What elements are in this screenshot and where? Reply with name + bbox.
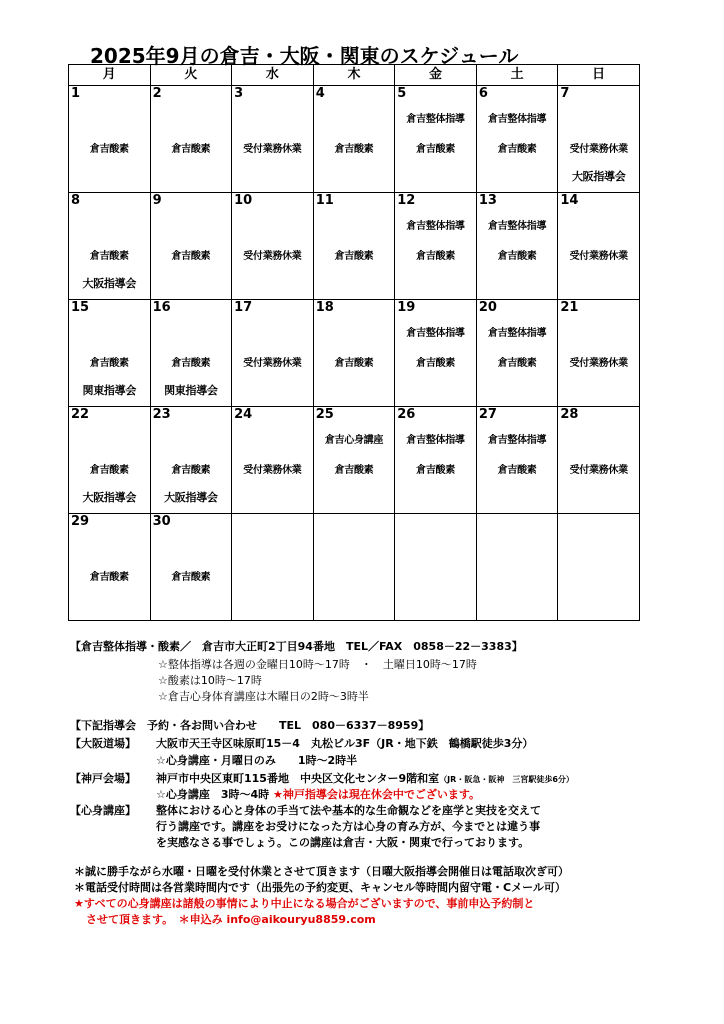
day-number: 3 <box>234 86 244 101</box>
event-line-2: 倉吉酸素 <box>89 572 129 583</box>
day-number: 30 <box>152 514 171 529</box>
event-line-2: 倉吉酸素 <box>416 144 455 155</box>
event-line-1: 倉吉整体指導 <box>487 435 547 446</box>
event-line-3: 大阪指導会 <box>82 277 137 290</box>
day-number: 5 <box>397 86 407 101</box>
calendar-day-cell <box>395 514 477 621</box>
event-line-2: 倉吉酸素 <box>171 572 211 583</box>
event-line-2: 倉吉酸素 <box>89 144 129 155</box>
event-line-2: 倉吉酸素 <box>416 251 455 262</box>
event-line-2: 受付業務休業 <box>243 144 302 155</box>
kobe-access: （JR・阪急・阪神 三宮駅徒歩6分） <box>439 775 574 784</box>
calendar-table <box>68 64 640 621</box>
calendar-day-cell <box>313 193 395 300</box>
event-line-2: 倉吉酸素 <box>334 465 374 476</box>
calendar-week-row <box>69 300 640 407</box>
event-line-3: 大阪指導会 <box>571 170 626 183</box>
day-number: 14 <box>560 193 579 208</box>
event-line-2: 倉吉酸素 <box>497 465 537 476</box>
day-number: 11 <box>315 193 334 208</box>
event-line-2: 倉吉酸素 <box>171 358 211 369</box>
note-1: ＊誠に勝手ながら水曜・日曜を受付休業とさせて頂きます（日曜大阪指導会開催日は電話取次ぎ可） <box>74 865 569 878</box>
calendar-day-cell <box>69 300 151 407</box>
day-number: 9 <box>152 193 162 208</box>
kurayoshi-note-3: ☆倉吉心身体育講座は木曜日の2時～3時半 <box>158 690 369 703</box>
calendar-day-cell <box>313 86 395 193</box>
calendar-day-cell <box>232 193 314 300</box>
day-number: 23 <box>152 407 171 422</box>
calendar-day-cell <box>558 407 640 514</box>
calendar-day-cell <box>69 514 151 621</box>
calendar-week-row <box>69 514 640 621</box>
calendar-day-cell <box>69 193 151 300</box>
event-line-2: 倉吉酸素 <box>416 358 455 369</box>
calendar-day-cell <box>476 514 558 621</box>
calendar-day-cell <box>558 514 640 621</box>
event-line-2: 倉吉酸素 <box>334 251 374 262</box>
event-line-2: 倉吉酸素 <box>89 251 129 262</box>
calendar-day-cell <box>395 300 477 407</box>
shinshin-line-2: 行う講座です。講座をお受けになった方は心身の育み方が、今までとは違う事 <box>156 820 541 833</box>
day-number: 4 <box>315 86 325 101</box>
event-line-3: 関東指導会 <box>164 384 218 397</box>
weekday-wed: 水 <box>232 65 314 86</box>
event-line-1: 倉吉心身講座 <box>324 435 384 446</box>
calendar-day-cell <box>150 514 232 621</box>
event-line-2: 受付業務休業 <box>243 358 302 369</box>
calendar-day-cell <box>150 86 232 193</box>
calendar-day-cell <box>395 193 477 300</box>
day-number: 22 <box>71 407 90 422</box>
calendar-day-cell <box>395 86 477 193</box>
event-line-1: 倉吉整体指導 <box>406 435 465 446</box>
event-line-2: 受付業務休業 <box>569 251 628 262</box>
event-line-2: 倉吉酸素 <box>334 358 374 369</box>
calendar-day-cell <box>476 86 558 193</box>
calendar-day-cell <box>232 514 314 621</box>
event-line-2: 倉吉酸素 <box>89 358 129 369</box>
day-number: 25 <box>315 407 334 422</box>
day-number: 18 <box>315 300 334 315</box>
weekday-header-row <box>69 65 640 86</box>
kobe-address <box>156 770 574 786</box>
event-line-2: 倉吉酸素 <box>497 251 537 262</box>
calendar-day-cell <box>69 86 151 193</box>
day-number: 1 <box>71 86 81 101</box>
event-line-3: 大阪指導会 <box>82 491 137 504</box>
event-line-2: 倉吉酸素 <box>497 358 537 369</box>
day-number: 6 <box>478 86 488 101</box>
calendar-day-cell <box>476 300 558 407</box>
event-line-1: 倉吉整体指導 <box>487 328 547 339</box>
note-3: ★すべての心身講座は諸般の事情により中止になる場合がございますので、事前申込予約制と <box>74 897 535 910</box>
event-line-2: 倉吉酸素 <box>89 465 129 476</box>
shinshin-label: 【心身講座】 <box>70 804 136 817</box>
day-number: 8 <box>71 193 81 208</box>
weekday-sat: 土 <box>476 65 558 86</box>
day-number: 10 <box>234 193 253 208</box>
event-line-2: 倉吉酸素 <box>334 144 374 155</box>
event-line-1: 倉吉整体指導 <box>406 221 465 232</box>
day-number: 7 <box>560 86 570 101</box>
kobe-closed-notice: ★神戸指導会は現在休会中でございます。 <box>273 788 480 801</box>
day-number: 17 <box>234 300 253 315</box>
kobe-note-line <box>156 786 480 802</box>
day-number: 16 <box>152 300 171 315</box>
calendar-day-cell <box>232 300 314 407</box>
event-line-2: 受付業務休業 <box>243 465 302 476</box>
kurayoshi-note-2: ☆酸素は10時～17時 <box>158 674 262 687</box>
calendar-day-cell <box>476 193 558 300</box>
event-line-2: 受付業務休業 <box>569 465 628 476</box>
calendar-day-cell <box>558 193 640 300</box>
event-line-1: 倉吉整体指導 <box>406 328 465 339</box>
day-number: 2 <box>152 86 162 101</box>
kobe-address-text: 神戸市中央区東町115番地 中央区文化センター9階和室 <box>156 772 440 785</box>
calendar-day-cell <box>232 86 314 193</box>
event-line-2: 倉吉酸素 <box>171 465 211 476</box>
event-line-1: 倉吉整体指導 <box>406 114 465 125</box>
day-number: 28 <box>560 407 579 422</box>
calendar-day-cell <box>558 300 640 407</box>
calendar-day-cell <box>69 407 151 514</box>
day-number: 26 <box>397 407 416 422</box>
shinshin-line-1: 整体における心と身体の手当て法や基本的な生命観などを座学と実技を交えて <box>156 804 541 817</box>
day-number: 21 <box>560 300 579 315</box>
calendar-day-cell <box>558 86 640 193</box>
event-line-2: 倉吉酸素 <box>497 144 537 155</box>
kurayoshi-header: 【倉吉整体指導・酸素／ 倉吉市大正町2丁目94番地 TEL／FAX 0858－22－3383】 <box>70 640 523 653</box>
day-number: 13 <box>478 193 497 208</box>
osaka-note: ☆心身講座・月曜日のみ 1時～2時半 <box>156 754 358 767</box>
weekday-fri: 金 <box>395 65 477 86</box>
day-number: 27 <box>478 407 497 422</box>
calendar-day-cell <box>150 300 232 407</box>
event-line-1: 倉吉整体指導 <box>487 114 547 125</box>
kobe-note: ☆心身講座 3時～4時 <box>156 788 270 801</box>
note-4: させて頂きます。 ＊申込み info@aikouryu8859.com <box>86 913 376 926</box>
calendar-day-cell <box>313 514 395 621</box>
event-line-2: 受付業務休業 <box>569 358 628 369</box>
page-title: 2025年9月の倉吉・大阪・関東のスケジュール <box>90 44 519 68</box>
calendar-day-cell <box>150 407 232 514</box>
weekday-tue: 火 <box>150 65 232 86</box>
shinshin-line-3: を実感なさる事でしょう。この講座は倉吉・大阪・関東で行っております。 <box>156 836 530 849</box>
event-line-1: 倉吉整体指導 <box>487 221 547 232</box>
osaka-label: 【大阪道場】 <box>70 737 136 750</box>
calendar-week-row <box>69 86 640 193</box>
calendar-week-row <box>69 193 640 300</box>
calendar-day-cell <box>313 300 395 407</box>
weekday-sun: 日 <box>558 65 640 86</box>
calendar-day-cell <box>395 407 477 514</box>
weekday-mon: 月 <box>69 65 151 86</box>
day-number: 24 <box>234 407 253 422</box>
calendar-day-cell <box>150 193 232 300</box>
osaka-address: 大阪市天王寺区味原町15－4 丸松ビル3F（JR・地下鉄 鶴橋駅徒歩3分） <box>156 737 534 750</box>
event-line-2: 倉吉酸素 <box>171 251 211 262</box>
event-line-3: 大阪指導会 <box>164 491 218 504</box>
event-line-3: 関東指導会 <box>82 384 137 397</box>
calendar-day-cell <box>313 407 395 514</box>
kobe-label: 【神戸会場】 <box>70 772 136 785</box>
event-line-2: 倉吉酸素 <box>416 465 455 476</box>
day-number: 20 <box>478 300 497 315</box>
day-number: 15 <box>71 300 90 315</box>
contact-line: 【下記指導会 予約・各お問い合わせ TEL 080－6337－8959】 <box>70 719 430 732</box>
calendar-day-cell <box>232 407 314 514</box>
day-number: 19 <box>397 300 416 315</box>
day-number: 12 <box>397 193 416 208</box>
day-number: 29 <box>71 514 90 529</box>
event-line-2: 倉吉酸素 <box>171 144 211 155</box>
calendar-week-row <box>69 407 640 514</box>
event-line-2: 受付業務休業 <box>243 251 302 262</box>
weekday-thu: 木 <box>313 65 395 86</box>
note-2: ＊電話受付時間は各営業時間内です（出張先の予約変更、キャンセル等時間内留守電・Cメール可） <box>74 881 566 894</box>
event-line-2: 受付業務休業 <box>569 144 628 155</box>
kurayoshi-note-1: ☆整体指導は各週の金曜日10時～17時 ・ 土曜日10時～17時 <box>158 658 477 671</box>
calendar-day-cell <box>476 407 558 514</box>
